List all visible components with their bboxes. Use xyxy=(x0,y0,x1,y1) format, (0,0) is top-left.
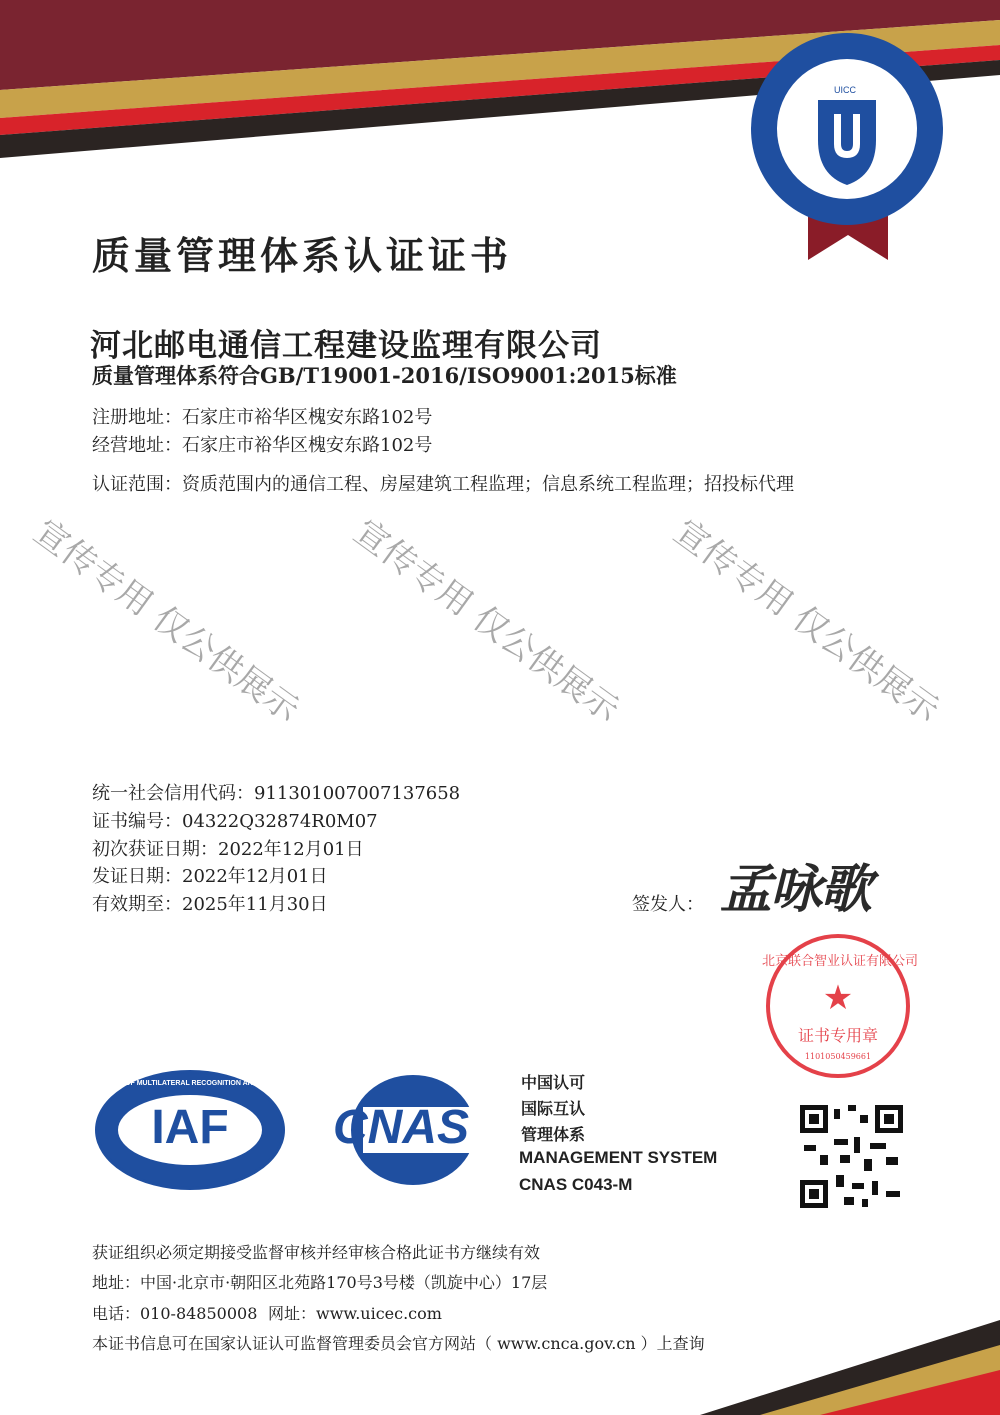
qr-code[interactable] xyxy=(800,1105,903,1208)
signer-label: 签发人： xyxy=(632,894,704,915)
cnas-logo xyxy=(333,1075,493,1185)
watermark: 宣传专用 仅公供展示 xyxy=(346,512,627,731)
logo-abbr: UICC xyxy=(834,85,856,95)
cnas-text: CNAS xyxy=(333,1101,470,1154)
footer-notice: 获证组织必须定期接受监督审核并经审核合格此证书方继续有效 xyxy=(92,1243,541,1262)
cert-no: 证书编号：04322Q32874R0M07 xyxy=(92,811,378,832)
watermark: 宣传专用 仅公供展示 xyxy=(666,512,947,731)
standard: 质量管理体系符合GB/T19001-2016/ISO9001:2015标准 xyxy=(92,363,677,388)
registered-address: 注册地址：石家庄市裕华区槐安东路102号 xyxy=(92,407,433,428)
valid-until: 有效期至：2025年11月30日 xyxy=(92,894,328,915)
credit-code: 统一社会信用代码：911301007007137658 xyxy=(92,783,461,804)
watermark: 宣传专用 仅公供展示 xyxy=(26,512,307,731)
cnas-en1: MANAGEMENT SYSTEM xyxy=(519,1148,718,1167)
company-logo xyxy=(748,30,946,228)
first-date: 初次获证日期：2022年12月01日 xyxy=(92,839,364,860)
cnas-line: 管理体系 xyxy=(521,1125,586,1144)
official-seal xyxy=(762,934,919,1078)
star-icon: ★ xyxy=(822,978,854,1018)
signature: 孟咏歌 xyxy=(720,859,871,920)
cnas-line: 国际互认 xyxy=(521,1099,586,1118)
footer-address: 地址：中国·北京市·朝阳区北苑路170号3号楼（凯旋中心）17层 xyxy=(92,1273,548,1292)
footer-website[interactable]: 网址：www.uicec.com xyxy=(268,1304,442,1323)
iaf-ring: MEMBER OF MULTILATERAL RECOGNITION ARRANGEMENT xyxy=(92,1080,298,1087)
seal-name: 北京联合智业认证有限公司 xyxy=(762,954,919,969)
iaf-logo xyxy=(92,1070,298,1190)
certificate-title: 质量管理体系认证证书 xyxy=(92,233,513,278)
seal-code: 1101050459661 xyxy=(804,1052,872,1061)
cnas-line: 中国认可 xyxy=(521,1073,586,1092)
scope: 认证范围：资质范围内的通信工程、房屋建筑工程监理；信息系统工程监理；招投标代理 xyxy=(92,474,794,495)
iaf-text: IAF xyxy=(151,1101,229,1154)
cnas-en2: CNAS C043-M xyxy=(519,1175,633,1194)
seal-sub: 证书专用章 xyxy=(797,1026,878,1045)
issue-date: 发证日期：2022年12月01日 xyxy=(92,866,328,887)
business-address: 经营地址：石家庄市裕华区槐安东路102号 xyxy=(92,435,433,456)
footer-query: 本证书信息可在国家认证认可监督管理委员会官方网站（ www.cnca.gov.cn ）上查询 xyxy=(92,1334,705,1353)
footer-phone: 电话：010-84850008 xyxy=(92,1304,258,1323)
company-name: 河北邮电通信工程建设监理有限公司 xyxy=(90,328,602,364)
